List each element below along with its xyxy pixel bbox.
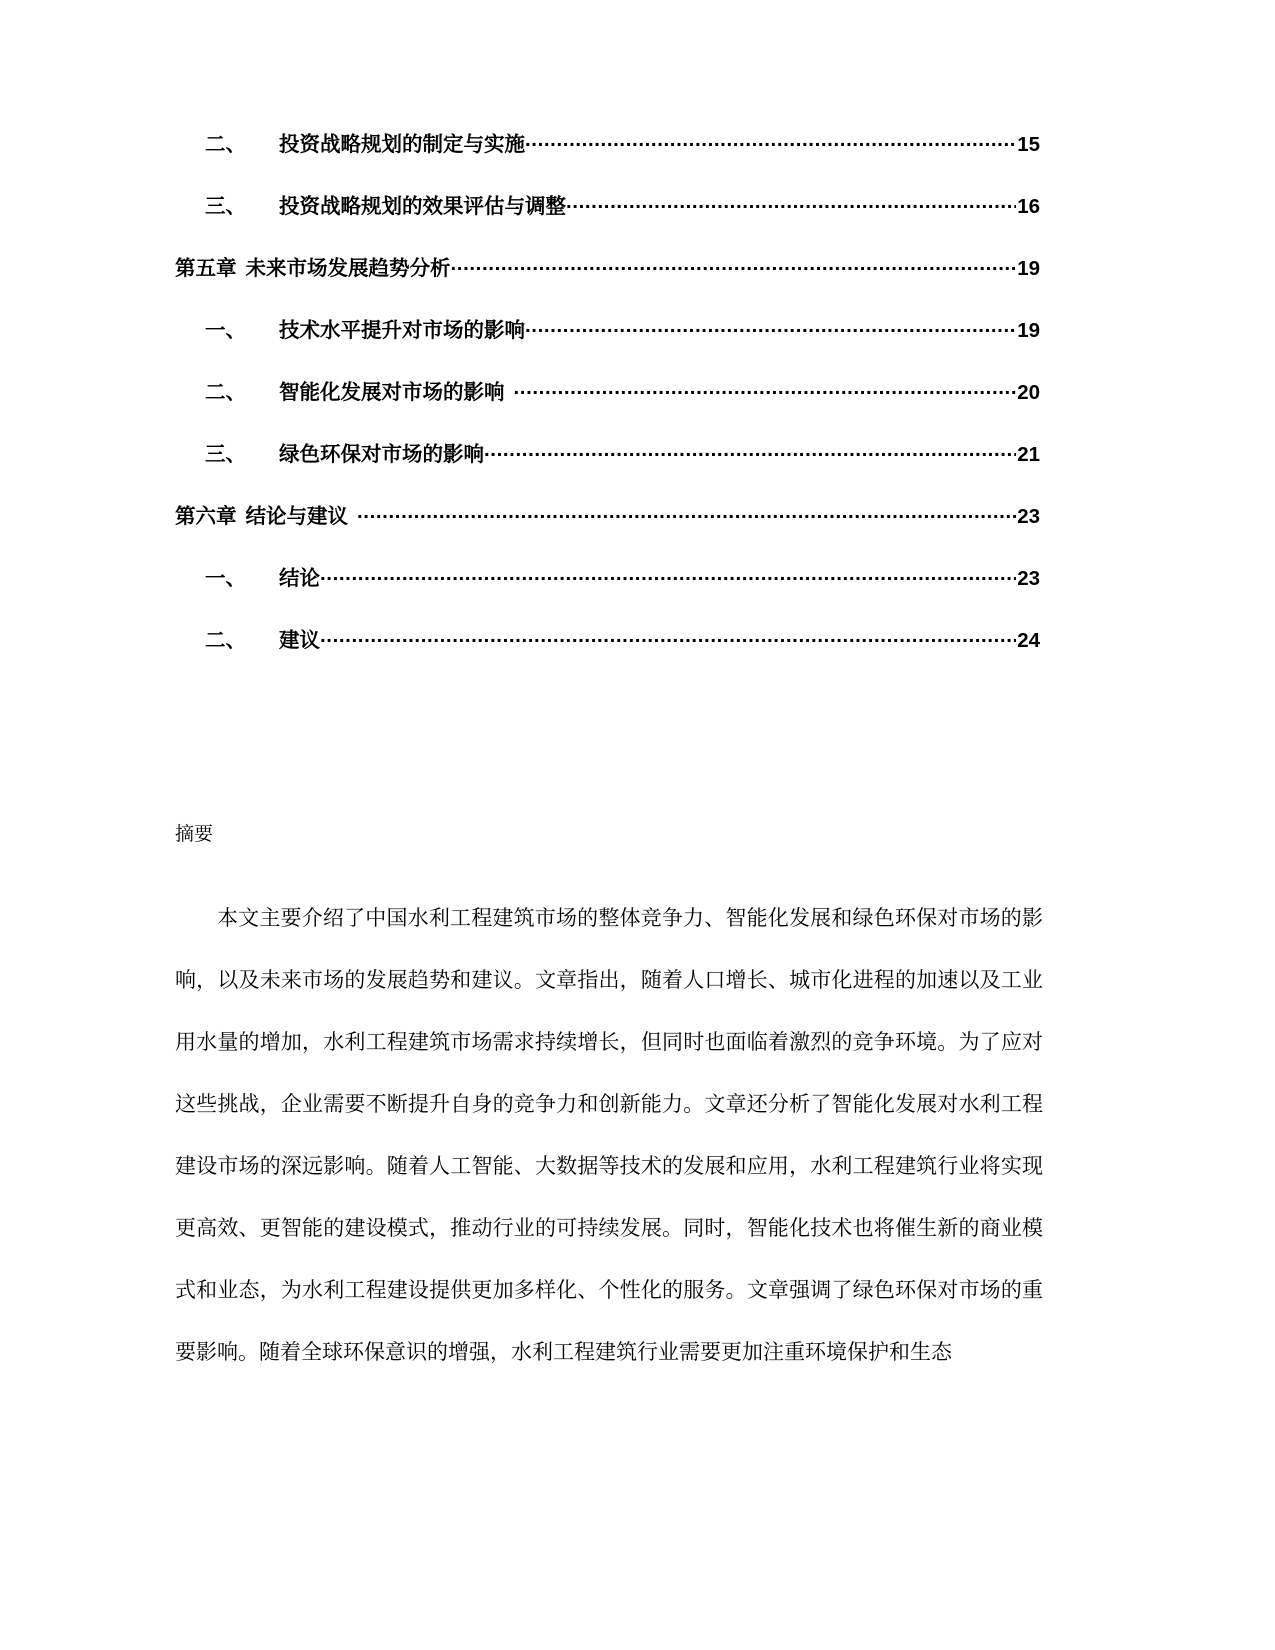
toc-dot-leader xyxy=(525,316,1016,337)
toc-dot-leader xyxy=(320,626,1016,647)
toc-entry[interactable] xyxy=(175,316,1040,378)
toc-entry-page-number: 23 xyxy=(1017,504,1040,528)
toc-entry-number: 第六章 xyxy=(175,504,237,528)
abstract-section xyxy=(175,825,1043,1384)
toc-entry[interactable] xyxy=(175,440,1040,502)
toc-entry-title: 未来市场发展趋势分析 xyxy=(245,256,451,280)
toc-entry[interactable] xyxy=(175,564,1040,626)
toc-entry-number: 第五章 xyxy=(175,256,237,280)
toc-entry-page-number: 16 xyxy=(1017,194,1040,218)
toc-entry-number: 二、 xyxy=(205,628,246,652)
toc-entry-title: 投资战略规划的效果评估与调整 xyxy=(279,194,566,218)
toc-entry[interactable] xyxy=(175,192,1040,254)
toc-dot-leader xyxy=(514,378,1017,399)
toc-dot-leader xyxy=(525,130,1016,151)
toc-entry[interactable] xyxy=(175,130,1040,192)
toc-dot-leader xyxy=(484,440,1016,461)
abstract-body xyxy=(175,888,1043,1384)
toc-entry-title: 投资战略规划的制定与实施 xyxy=(279,132,525,156)
toc-entry-title: 建议 xyxy=(279,628,320,652)
toc-dot-leader xyxy=(451,254,1017,275)
toc-entry-number: 一、 xyxy=(205,566,246,590)
toc-entry-page-number: 24 xyxy=(1017,628,1040,652)
toc-entry[interactable] xyxy=(175,254,1040,316)
toc-entry-title: 智能化发展对市场的影响 xyxy=(279,380,505,404)
toc-entry-title: 结论与建议 xyxy=(245,504,348,528)
toc-entry-page-number: 19 xyxy=(1017,256,1040,280)
toc-entry-number: 二、 xyxy=(205,132,246,156)
toc-entry[interactable] xyxy=(175,378,1040,440)
abstract-paragraph: 本文主要介绍了中国水利工程建筑市场的整体竞争力、智能化发展和绿色环保对市场的影响，以及未来市场的发展趋势和建议。文章指出，随着人口增长、城市化进程的加速以及工业用水量的增加，水利工程建筑市场需求持续增长，但同时也面临着激烈的竞争环境。为了应对这些挑战，企业需要不断提升自身的竞争力和创新能力。文章还分析了智能化发展对水利工程建设市场的深远影响。随着人工智能、大数据等技术的发展和应用，水利工程建筑行业将实现更高效、更智能的建设模式，推动行业的可持续发展。同时，智能化技术也将催生新的商业模式和业态，为水利工程建设提供更加多样化、个性化的服务。文章强调了绿色环保对市场的重要影响。随着全球环保意识的增强，水利工程建筑行业需要更加注重环境保护和生态 xyxy=(175,907,1043,1364)
toc-entry-page-number: 21 xyxy=(1017,442,1040,466)
toc-entry-title: 技术水平提升对市场的影响 xyxy=(279,318,525,342)
abstract-heading: 摘要 xyxy=(175,824,214,845)
toc-entry-page-number: 19 xyxy=(1017,318,1040,342)
toc-dot-leader xyxy=(566,192,1016,213)
toc-entry-number: 三、 xyxy=(205,194,246,218)
toc-entry-title: 绿色环保对市场的影响 xyxy=(279,442,484,466)
toc-entry-number: 二、 xyxy=(205,380,246,404)
toc-entry[interactable] xyxy=(175,502,1040,564)
toc-entry-title: 结论 xyxy=(279,566,320,590)
toc-dot-leader xyxy=(357,502,1016,523)
toc-entry-page-number: 23 xyxy=(1017,566,1040,590)
toc-entry-page-number: 15 xyxy=(1017,132,1040,156)
toc-dot-leader xyxy=(320,564,1016,585)
table-of-contents xyxy=(175,130,1040,688)
toc-entry[interactable] xyxy=(175,626,1040,688)
toc-entry-page-number: 20 xyxy=(1017,380,1040,404)
toc-entry-number: 三、 xyxy=(205,442,246,466)
toc-entry-number: 一、 xyxy=(205,318,246,342)
